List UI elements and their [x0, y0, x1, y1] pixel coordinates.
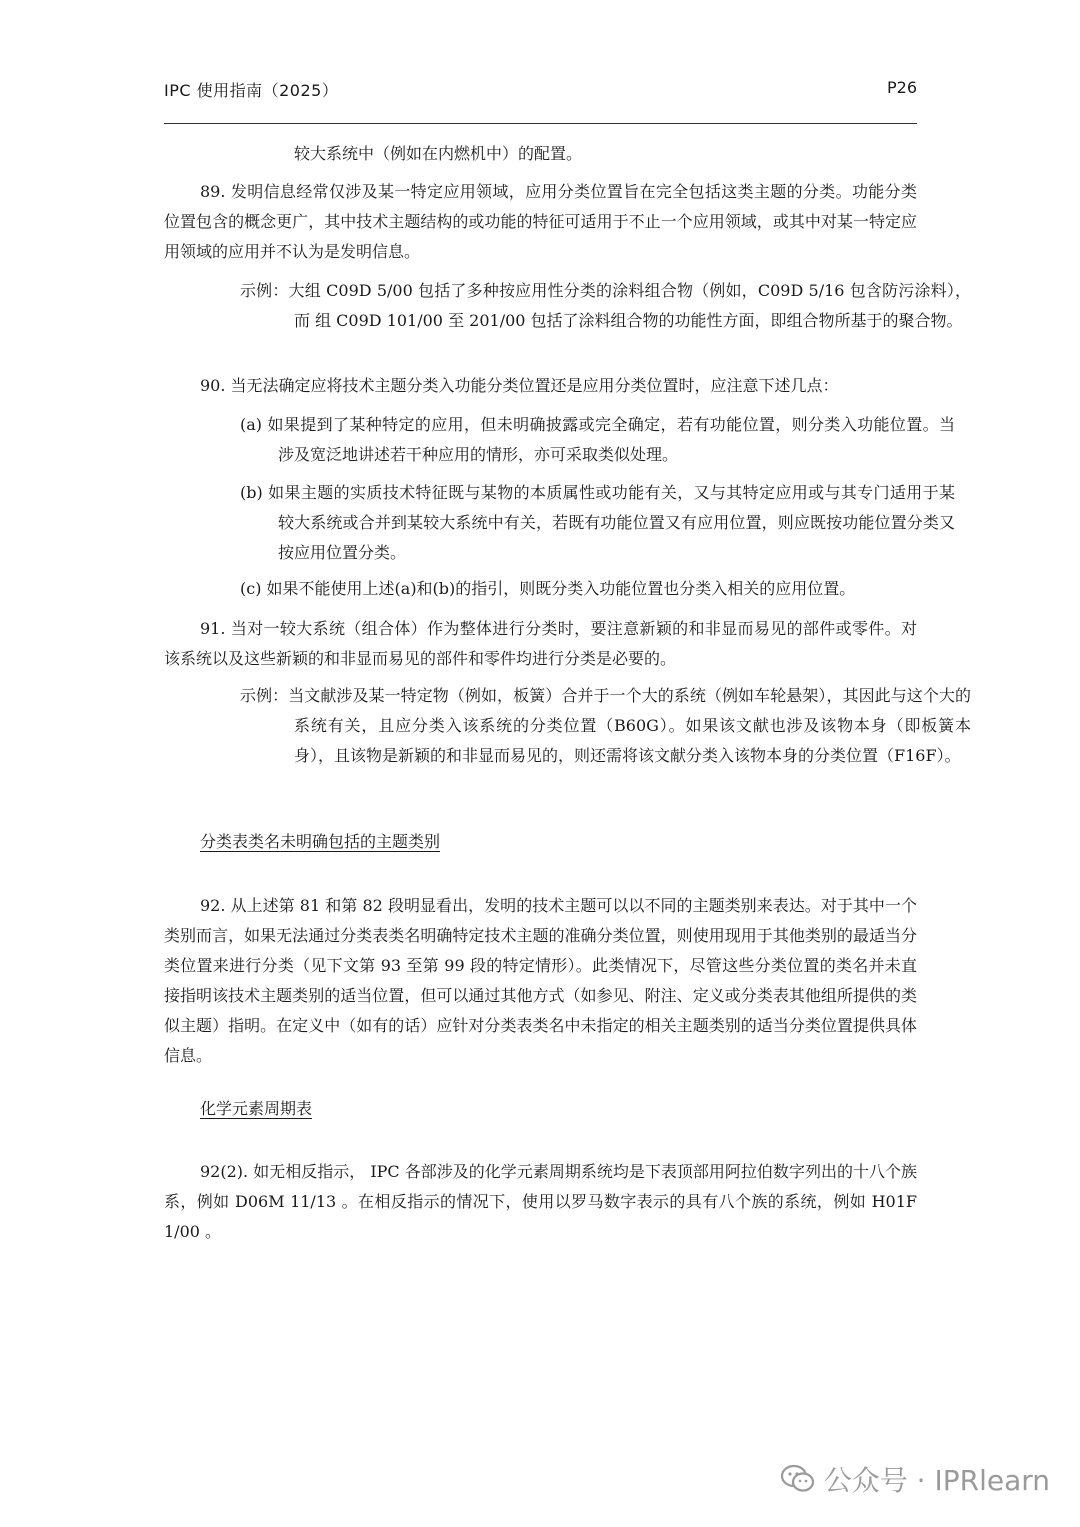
example-91: 示例：当文献涉及某一特定物（例如，板簧）合并于一个大的系统（例如车轮悬架），其因此与这个大的系统有关，且应分类入该系统的分类位置（B60G）。如果该文献也涉及该物本身（即板簧本身），且该物是新颖的和非显而易见的，则还需将该文献分类入该物本身的分类位置（F16F）。: [240, 686, 971, 765]
paragraph-89: 89. 发明信息经常仅涉及某一特定应用领域，应用分类位置旨在完全包括这类主题的分类。功能分类位置包含的概念更广，其中技术主题结构的或功能的特征可适用于不止一个应用领域，或其中对某一特定应用领域的应用并不认为是发明信息。: [164, 182, 917, 261]
wechat-icon: [780, 1463, 816, 1495]
paragraph-90a: (a) 如果提到了某种特定的应用，但未明确披露或完全确定，若有功能位置，则分类入功能位置。当涉及宽泛地讲述若干种应用的情形，亦可采取类似处理。: [240, 415, 955, 464]
watermark-text: 公众号 · IPRlearn: [823, 1464, 1050, 1497]
paragraph-90b: (b) 如果主题的实质技术特征既与某物的本质属性或功能有关，又与其特定应用或与其专门适用于某较大系统或合并到某较大系统中有关，若既有功能位置又有应用位置，则应既按功能位置分类又按应用位置分类。: [240, 483, 955, 562]
paragraph-90: 90. 当无法确定应将技术主题分类入功能分类位置还是应用分类位置时，应注意下述几点：: [200, 376, 839, 395]
example-89: 示例：大组 C09D 5/00 包括了多种按应用性分类的涂料组合物（例如，C09D 5/16 包含防污涂料），而 组 C09D 101/00 至 201/00 包括了涂料组合物的功能性方面，即组合物所基于的聚合物。: [240, 281, 971, 330]
document-title: IPC 使用指南（2025）: [164, 81, 339, 100]
header-divider: [164, 123, 917, 124]
watermark: [780, 1459, 1050, 1499]
section-heading-periodic-table: 化学元素周期表: [200, 1099, 313, 1118]
page-number: P26: [886, 78, 917, 97]
paragraph-90c: (c) 如果不能使用上述(a)和(b)的指引，则既分类入功能位置也分类入相关的应用位置。: [240, 579, 856, 598]
page-header: [164, 78, 917, 104]
paragraph-91: 91. 当对一较大系统（组合体）作为整体进行分类时，要注意新颖的和非显而易见的部件或零件。对该系统以及这些新颖的和非显而易见的部件和零件均进行分类是必要的。: [164, 619, 917, 668]
continued-line: 较大系统中（例如在内燃机中）的配置。: [294, 144, 583, 163]
paragraph-92: 92. 从上述第 81 和第 82 段明显看出，发明的技术主题可以以不同的主题类别来表达。对于其中一个类别而言，如果无法通过分类表类名明确特定技术主题的准确分类位置，则使用现用于其他类别的最适当分类位置来进行分类（见下文第 93 至第 99 段的特定情形）。此类情况下，尽管这些分类位置的类名并未直接指明该技术主题类别的适当位置，但可以通过其他方式（如参见、附注、定义或分类表其他组所提供的类似主题）指明。在定义中（如有的话）应针对分类表类名中未指定的相关主题类别的适当分类位置提供具体信息。: [164, 896, 917, 1065]
paragraph-92-2: 92(2). 如无相反指示， IPC 各部涉及的化学元素周期系统均是下表顶部用阿拉伯数字列出的十八个族系，例如 D06M 11/13 。在相反指示的情况下，使用以罗马数字表示的具有八个族的系统，例如 H01F 1/00 。: [164, 1162, 917, 1241]
section-heading-unspecified-subject-categories: 分类表类名未明确包括的主题类别: [200, 832, 441, 851]
